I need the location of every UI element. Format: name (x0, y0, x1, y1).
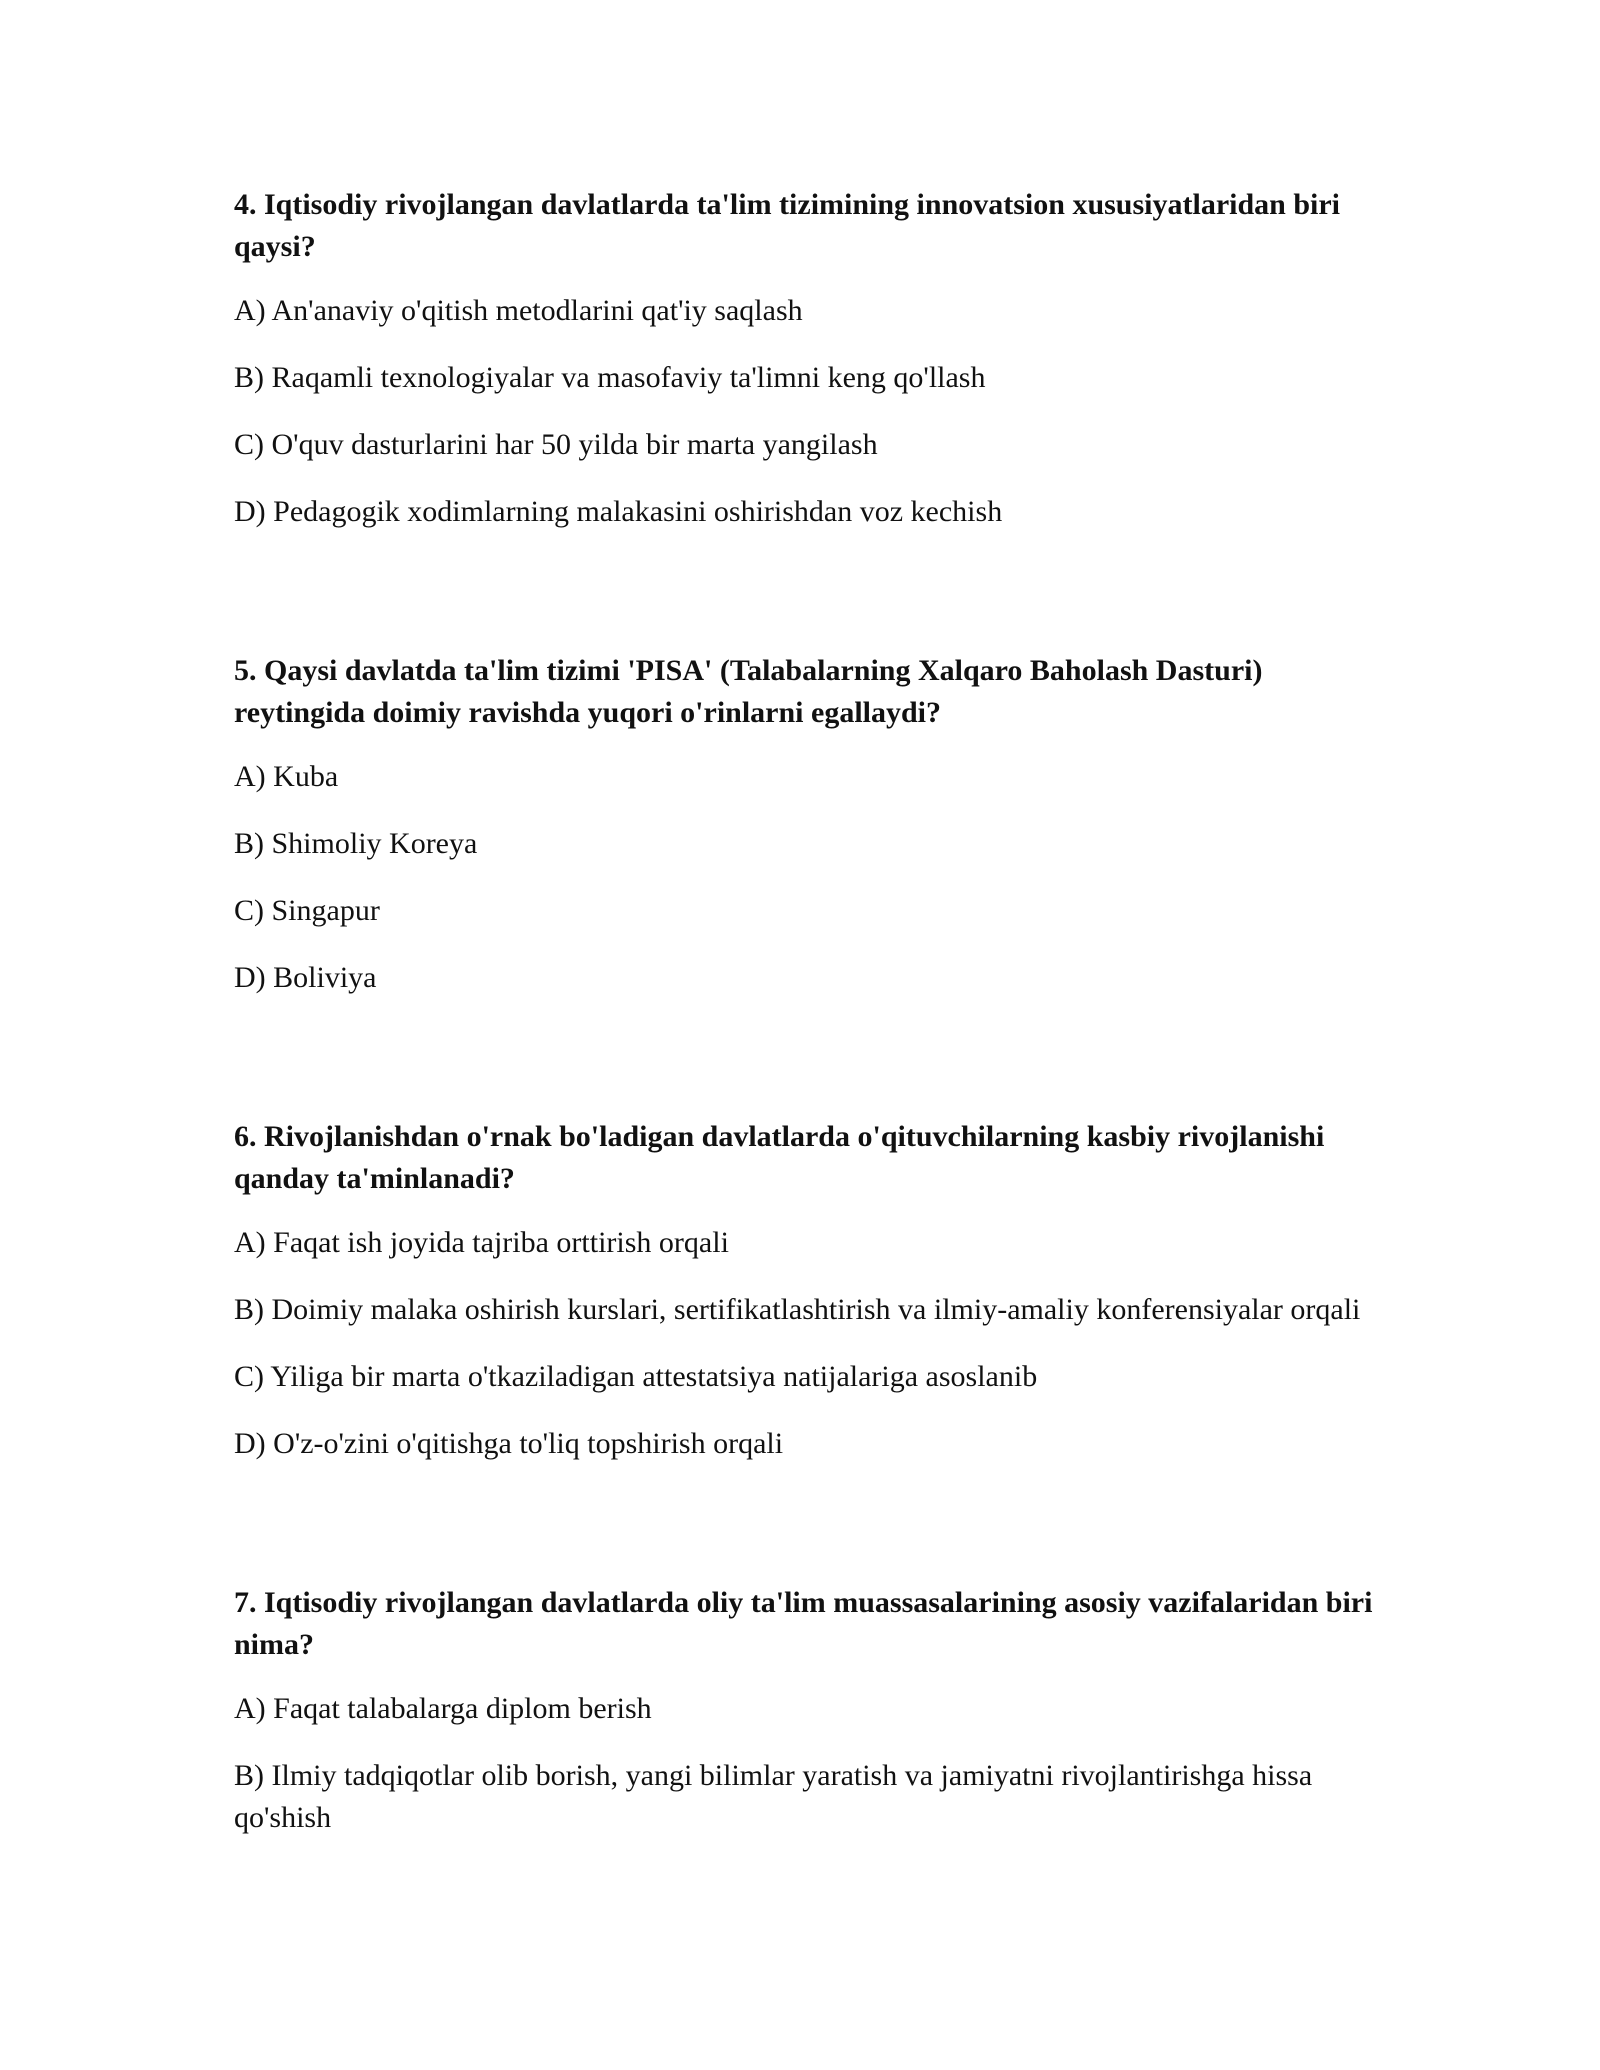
answer-option-a: A) Faqat ish joyida tajriba orttirish orqali (234, 1226, 729, 1259)
question-title: 5. Qaysi davlatda ta'lim tizimi 'PISA' (Talabalarning Xalqaro Baholash Dasturi) reytingida doimiy ravishda yuqori o'rinlarni egallaydi? (234, 654, 1263, 729)
question-title: 6. Rivojlanishdan o'rnak bo'ladigan davlatlarda o'qituvchilarning kasbiy rivojlanishi qanday ta'minlanadi? (234, 1120, 1325, 1195)
answer-option-c: C) Singapur (234, 894, 380, 927)
question-7 (234, 1582, 1384, 1839)
answer-option-c: C) O'quv dasturlarini har 50 yilda bir marta yangilash (234, 428, 878, 461)
question-6 (234, 1116, 1384, 1465)
question-spacer (234, 558, 1384, 650)
document-page (234, 184, 1384, 1864)
answer-option-b: B) Raqamli texnologiyalar va masofaviy ta'limni keng qo'llash (234, 361, 986, 394)
question-spacer (234, 1490, 1384, 1582)
answer-option-a: A) Faqat talabalarga diplom berish (234, 1692, 652, 1725)
answer-option-a: A) An'anaviy o'qitish metodlarini qat'iy saqlash (234, 294, 803, 327)
answer-option-b: B) Shimoliy Koreya (234, 827, 478, 860)
answer-option-d: D) Boliviya (234, 961, 377, 994)
question-4 (234, 184, 1384, 533)
answer-option-d: D) O'z-o'zini o'qitishga to'liq topshirish orqali (234, 1427, 784, 1460)
question-spacer (234, 1024, 1384, 1116)
answer-option-b: B) Ilmiy tadqiqotlar olib borish, yangi bilimlar yaratish va jamiyatni rivojlantirishga hissa qo'shish (234, 1759, 1313, 1834)
answer-option-d: D) Pedagogik xodimlarning malakasini oshirishdan voz kechish (234, 495, 1003, 528)
answer-option-b: B) Doimiy malaka oshirish kurslari, sertifikatlashtirish va ilmiy-amaliy konferensiyalar orqali (234, 1293, 1361, 1326)
question-title: 7. Iqtisodiy rivojlangan davlatlarda oliy ta'lim muassasalarining asosiy vazifalaridan biri nima? (234, 1586, 1373, 1661)
question-5 (234, 650, 1384, 999)
question-title: 4. Iqtisodiy rivojlangan davlatlarda ta'lim tizimining innovatsion xususiyatlaridan biri qaysi? (234, 188, 1341, 263)
answer-option-c: C) Yiliga bir marta o'tkaziladigan attestatsiya natijalariga asoslanib (234, 1360, 1038, 1393)
answer-option-a: A) Kuba (234, 760, 339, 793)
